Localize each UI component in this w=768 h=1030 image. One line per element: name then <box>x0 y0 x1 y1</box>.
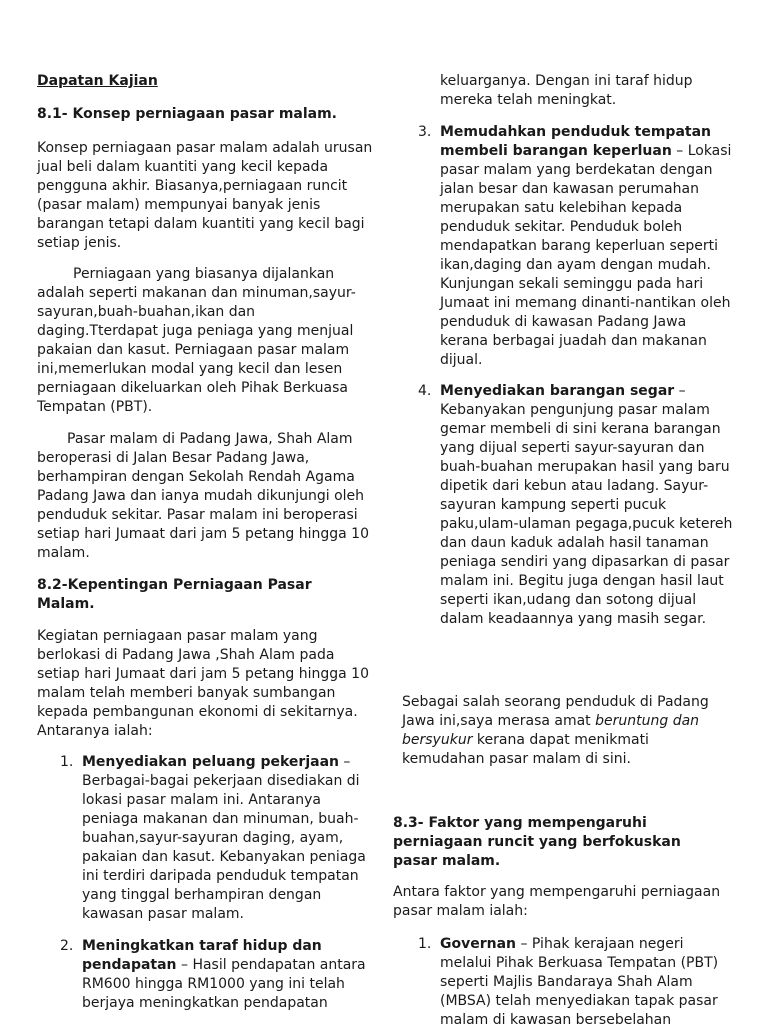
list-number: 1. <box>418 936 432 952</box>
list-item-factor-1 <box>418 935 733 1030</box>
section-8-1-paragraph-1: Konsep perniagaan pasar malam adalah urusan jual beli dalam kuantiti yang kecil kepada pengguna akhir. Biasanya,perniagaan runcit (pasar malam) mempunyai banyak jenis barangan tetapi dalam kuantiti yang kecil bagi setiap jenis. <box>37 140 373 251</box>
list-item-dash: – <box>176 957 193 973</box>
list-item-body: Pihak kerajaan negeri melalui Pihak Berkuasa Tempatan (PBT) seperti Majlis Bandaraya Shah Alam (MBSA) telah menyediakan tapak pasar malam di kawasan bersebelahan <box>440 936 719 1028</box>
list-item-title: Menyediakan barangan segar <box>440 383 675 399</box>
list-item-dash: – <box>671 143 684 159</box>
list-number: 2. <box>60 938 74 954</box>
list-item-benefit-4 <box>418 382 733 629</box>
list-item-title: Governan <box>440 936 517 952</box>
closing-text-start: Sebagai salah seorang penduduk di Padang Jawa ini,saya merasa amat <box>402 694 709 729</box>
list-item-benefit-3 <box>418 123 733 370</box>
list-number: 4. <box>418 383 432 399</box>
list-item-body: Hasil pendapatan antara RM600 hingga RM1000 yang ini telah berjaya meningkatkan pendapatan <box>82 957 366 1011</box>
section-8-3-heading: 8.3- Faktor yang mempengaruhi perniagaan runcit yang berfokuskan pasar malam. <box>393 815 681 869</box>
list-item-body: Berbagai-bagai pekerjaan disediakan di lokasi pasar malam ini. Antaranya peniaga makanan dan minuman, buah-buahan,sayur-sayuran daging, ayam, pakaian dan kasut. Kebanyakan peniaga ini terdiri daripada penduduk tempatan yang tinggal berhampiran dengan kawasan pasar malam. <box>82 773 366 922</box>
list-item-title: Menyediakan peluang pekerjaan <box>82 754 339 770</box>
section-8-2-heading: 8.2-Kepentingan Perniagaan Pasar Malam. <box>37 577 312 612</box>
list-item-body: Kebanyakan pengunjung pasar malam gemar membeli di sini kerana barangan yang dijual seperti sayur-sayuran dan buah-buahan merupakan hasil yang baru dipetik dari kebun atau ladang. Sayur-sayuran kampung seperti pucuk paku,ulam-ulaman pegaga,pucuk ketereh dan daun kaduk adalah hasil tanaman peniaga sendiri yang dipasarkan di pasar malam ini. Begitu juga dengan hasil laut seperti ikan,udang dan sotong dijual dalam keadaannya yang masih segar. <box>440 402 733 627</box>
section-8-2-closing <box>402 693 727 769</box>
list-item-benefit-2 <box>60 937 374 1013</box>
list-item-benefit-2-continuation: keluarganya. Dengan ini taraf hidup mereka telah meningkat. <box>440 73 693 108</box>
list-item-title: Meningkatkan taraf hidup dan pendapatan <box>82 938 322 973</box>
closing-text-end: kerana dapat menikmati kemudahan pasar malam di sini. <box>402 732 649 767</box>
list-number: 3. <box>418 124 432 140</box>
list-item-dash: – <box>674 383 686 399</box>
closing-text-emphasis: beruntung dan bersyukur <box>402 713 700 748</box>
list-number: 1. <box>60 754 74 770</box>
document-title: Dapatan Kajian <box>37 73 158 89</box>
list-item-benefit-1 <box>60 753 374 924</box>
section-8-2-intro: Kegiatan perniagaan pasar malam yang berlokasi di Padang Jawa ,Shah Alam pada setiap hari Jumaat dari jam 5 petang hingga 10 malam telah memberi banyak sumbangan kepada pembangunan ekonomi di sekitarnya. Antaranya ialah: <box>37 628 369 739</box>
list-item-dash: – <box>338 754 351 770</box>
list-item-dash: – <box>516 936 532 952</box>
section-8-3-intro: Antara faktor yang mempengaruhi perniagaan pasar malam ialah: <box>393 884 721 919</box>
list-item-body: Lokasi pasar malam yang berdekatan dengan jalan besar dan kawasan perumahan merupakan satu kelebihan kepada penduduk sekitar. Penduduk boleh mendapatkan barang keperluan seperti ikan,daging dan ayam dengan mudah. Kunjungan sekali seminggu pada hari Jumaat ini memang dinanti-nantikan oleh penduduk di kawasan Padang Jawa kerana berbagai juadah dan makanan dijual. <box>440 143 732 368</box>
section-8-1-paragraph-2: Perniagaan yang biasanya dijalankan adalah seperti makanan dan minuman,sayur-sayuran,buah-buahan,ikan dan daging.Tterdapat juga peniaga yang menjual pakaian dan kasut. Perniagaan pasar malam ini,memerlukan modal yang kecil dan lesen perniagaan dikeluarkan oleh Pihak Berkuasa Tempatan (PBT). <box>37 266 356 415</box>
section-8-1-paragraph-3: Pasar malam di Padang Jawa, Shah Alam beroperasi di Jalan Besar Padang Jawa, berhampiran dengan Sekolah Rendah Agama Padang Jawa dan ianya mudah dikunjungi oleh penduduk sekitar. Pasar malam ini beroperasi setiap hari Jumaat dari jam 5 petang hingga 10 malam. <box>37 431 369 561</box>
section-8-1-heading: 8.1- Konsep perniagaan pasar malam. <box>37 106 338 122</box>
list-item-title: Memudahkan penduduk tempatan membeli barangan keperluan <box>440 124 712 159</box>
